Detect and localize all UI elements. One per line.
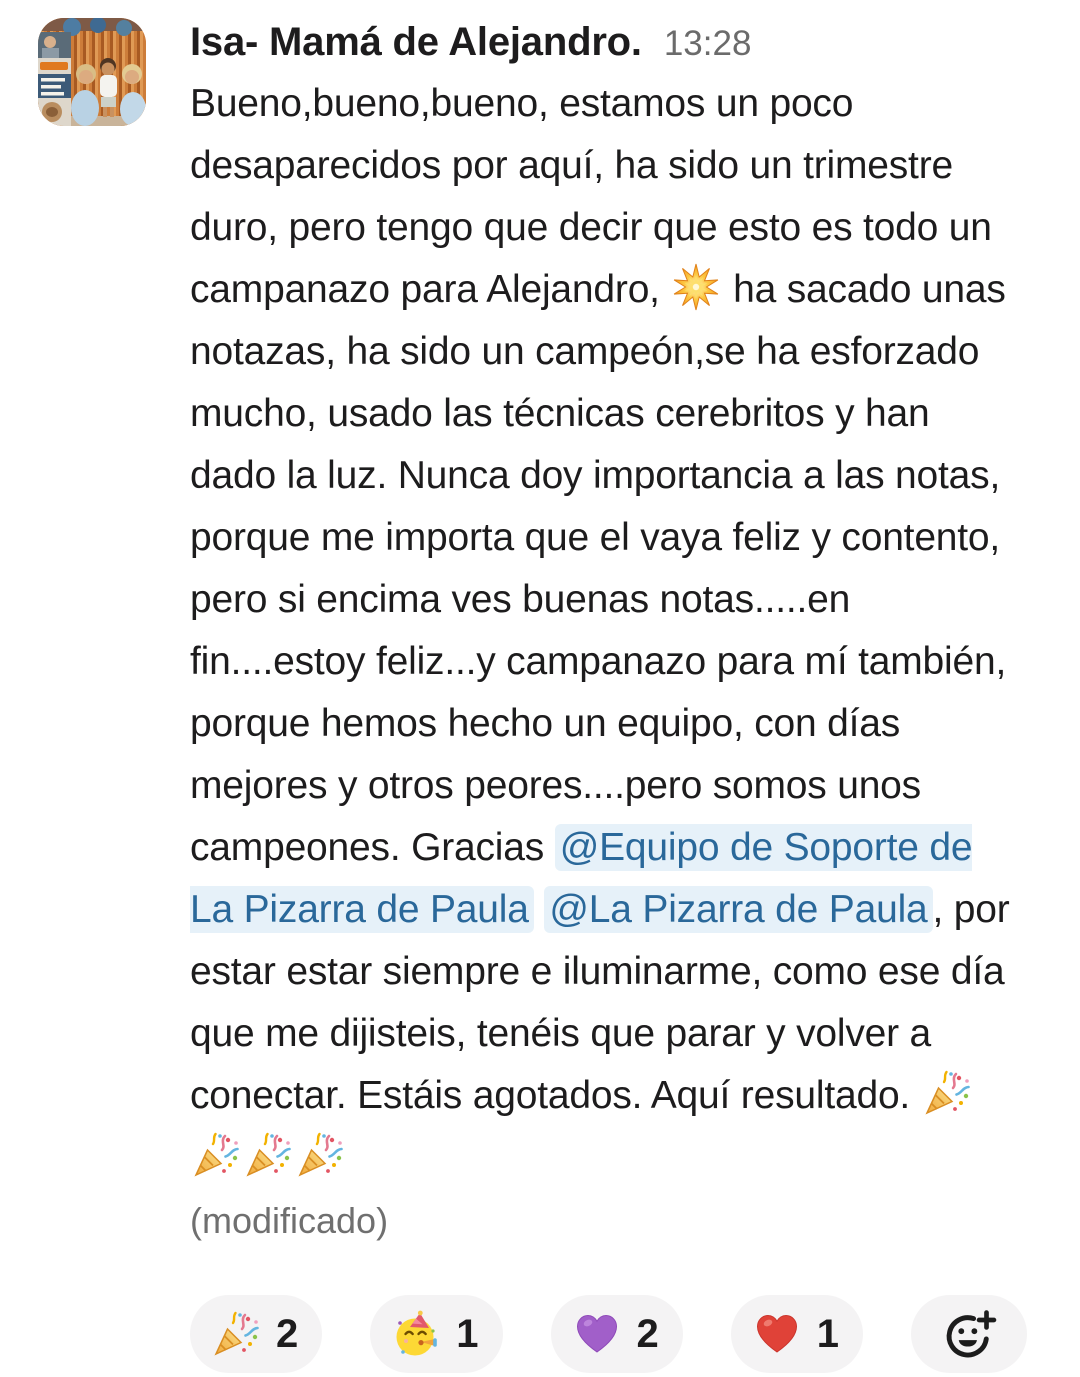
- reaction-count: 1: [456, 1311, 479, 1356]
- reaction-pill[interactable]: [190, 1295, 322, 1373]
- text-segment: ha sacado unas notazas, ha sido un campeón,se ha esforzado mucho, usado las técnicas cerebritos y han dado la luz. Nunca doy importancia a las notas, porque me importa que el vaya feliz y contento, pero si encima ves buenas notas.....en fin....estoy feliz...y campanazo para mí también, porque hemos hecho un equipo, con días mejores y otros peores....pero somos unos campeones. Gracias: [190, 268, 1007, 869]
- collision-emoji: [672, 259, 720, 321]
- party-popper-emoji: [923, 1065, 971, 1127]
- partying-face-emoji: [392, 1310, 440, 1358]
- text-segment: [534, 888, 545, 931]
- message-content: [190, 18, 1014, 1373]
- reaction-count: 2: [276, 1311, 299, 1356]
- edited-label: (modificado): [190, 1200, 389, 1241]
- reaction-pill[interactable]: [731, 1295, 863, 1373]
- add-reaction-icon: [941, 1306, 997, 1362]
- reaction-count: 2: [636, 1311, 659, 1356]
- reaction-count: 1: [816, 1311, 839, 1356]
- user-mention[interactable]: @Equipo de Soporte de La Pizarra de Paula: [190, 826, 973, 931]
- timestamp[interactable]: 13:28: [663, 24, 752, 63]
- avatar-photo: [38, 18, 146, 126]
- username[interactable]: Isa- Mamá de Alejandro.: [190, 20, 642, 64]
- party-popper-emoji: [296, 1127, 344, 1189]
- message-header: [190, 20, 1014, 65]
- party-popper-emoji: [192, 1127, 240, 1189]
- message-text: [190, 73, 1014, 1189]
- reaction-pill[interactable]: [551, 1295, 683, 1373]
- reaction-pill[interactable]: [370, 1295, 502, 1373]
- party-popper-emoji: [212, 1310, 260, 1358]
- text-segment: , por estar estar siempre e iluminarme, como ese día que me dijisteis, tenéis que parar y volver a conectar. Estáis agotados. Aquí resultado.: [190, 888, 1010, 1117]
- add-reaction-button[interactable]: [911, 1295, 1027, 1373]
- red-heart-emoji: [753, 1310, 801, 1358]
- avatar[interactable]: [38, 18, 146, 126]
- text-segment: Bueno,bueno,bueno, estamos un poco desaparecidos por aquí, ha sido un trimestre duro, pero tengo que decir que esto es todo un campanazo para Alejandro,: [190, 82, 992, 311]
- purple-heart-emoji: [573, 1310, 621, 1358]
- party-popper-emoji: [244, 1127, 292, 1189]
- user-mention[interactable]: @La Pizarra de Paula: [544, 886, 932, 933]
- reactions-row: [190, 1295, 1014, 1373]
